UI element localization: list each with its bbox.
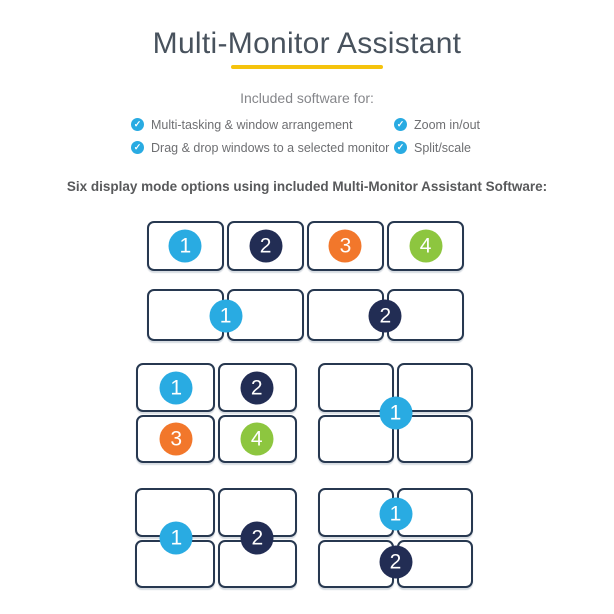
window-badge-2: 2	[241, 522, 274, 555]
feature-label: Drag & drop windows to a selected monitor	[151, 140, 390, 155]
modes-heading: Six display mode options using included Multi-Monitor Assistant Software:	[66, 179, 548, 194]
mode-quad-grid-two-horizontal-spans	[318, 488, 473, 588]
mode-quad-grid-four-windows	[136, 363, 297, 463]
window-badge-4: 4	[409, 230, 442, 263]
feature-item	[131, 113, 389, 136]
title-underline	[231, 65, 383, 69]
check-circle-icon: ✓	[131, 141, 144, 154]
window-badge-4: 4	[240, 422, 273, 455]
window-badge-2: 2	[249, 230, 282, 263]
feature-label: Multi-tasking & window arrangement	[151, 117, 353, 132]
window-badge-3: 3	[329, 230, 362, 263]
check-circle-icon: ✓	[394, 141, 407, 154]
included-software-subtitle: Included software for:	[240, 90, 374, 106]
window-badge-1: 1	[379, 498, 412, 531]
page-title: Multi-Monitor Assistant	[152, 27, 462, 60]
feature-item	[394, 113, 480, 136]
window-badge-1: 1	[169, 230, 202, 263]
window-badge-1: 1	[160, 522, 193, 555]
window-badge-2: 2	[379, 546, 412, 579]
mode-four-extended-displays	[147, 221, 464, 271]
window-badge-3: 3	[160, 422, 193, 455]
feature-item	[394, 136, 480, 159]
feature-item	[131, 136, 389, 159]
window-badge-2: 2	[369, 300, 402, 333]
window-badge-2: 2	[240, 372, 273, 405]
feature-label: Split/scale	[414, 140, 471, 155]
window-badge-1: 1	[209, 300, 242, 333]
feature-column-1	[131, 113, 389, 159]
monitor-grid	[147, 289, 464, 341]
window-badge-1: 1	[379, 397, 412, 430]
mode-quad-grid-two-vertical-spans	[135, 488, 297, 588]
mode-quad-grid-one-window-spanning-all	[318, 363, 473, 463]
check-circle-icon: ✓	[394, 118, 407, 131]
feature-column-2	[394, 113, 480, 159]
monitor-grid	[136, 363, 297, 463]
window-badge-1: 1	[160, 372, 193, 405]
check-circle-icon: ✓	[131, 118, 144, 131]
feature-label: Zoom in/out	[414, 117, 481, 132]
feature-list	[0, 113, 614, 159]
mode-two-windows-spanning-pairs	[147, 289, 464, 341]
